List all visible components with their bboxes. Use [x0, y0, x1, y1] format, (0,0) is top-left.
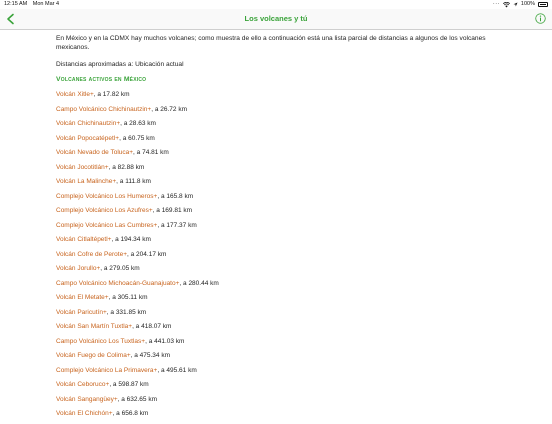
- volcano-distance: , a 598.87 km: [109, 381, 149, 388]
- volcano-link[interactable]: Campo Volcánico Chichinautzin+: [56, 105, 152, 113]
- ellipsis-icon: ···: [492, 1, 500, 7]
- volcano-link[interactable]: Volcán Chichinautzin+: [56, 120, 121, 127]
- volcano-link[interactable]: Volcán El Chichón+: [56, 410, 113, 417]
- volcano-link[interactable]: Volcán Cofre de Perote+: [56, 250, 128, 258]
- volcano-link[interactable]: Volcán San Martín Tuxtla+: [56, 323, 133, 330]
- volcano-distance: , a 111.8 km: [116, 178, 151, 185]
- list-item: [56, 322, 486, 337]
- volcano-distance: , a 280.44 km: [179, 279, 219, 287]
- status-time: 12:15 AM: [4, 1, 28, 7]
- volcano-distance: , a 74.81 km: [133, 149, 169, 156]
- location-icon: [513, 2, 518, 7]
- volcano-distance: , a 656.8 km: [112, 410, 149, 417]
- list-item: [56, 308, 486, 323]
- volcano-link[interactable]: Volcán Ceboruco+: [56, 381, 110, 388]
- volcano-distance: , a 441.03 km: [145, 337, 185, 345]
- list-item: [56, 351, 486, 366]
- volcano-link[interactable]: Complejo Volcánico La Primavera+: [56, 366, 158, 374]
- volcano-link[interactable]: Complejo Volcánico Las Cumbres+: [56, 221, 158, 229]
- list-item: [56, 221, 486, 236]
- list-item: [56, 177, 486, 192]
- location-line: Distancias aproximadas a: Ubicación actual: [56, 61, 184, 68]
- volcano-distance: , a 418.07 km: [132, 323, 172, 330]
- list-item: [56, 206, 486, 221]
- list-item: [56, 235, 486, 250]
- section-title: Volcanes activos en México: [56, 76, 147, 83]
- volcano-link[interactable]: Volcán La Malinche+: [56, 178, 117, 185]
- volcano-link[interactable]: Volcán Nevado de Toluca+: [56, 149, 134, 156]
- volcano-list: [56, 90, 486, 424]
- volcano-link[interactable]: Volcán El Metate+: [56, 294, 109, 301]
- list-item: [56, 409, 486, 424]
- volcano-distance: , a 194.34 km: [111, 236, 151, 243]
- list-item: [56, 250, 486, 265]
- volcano-link[interactable]: Campo Volcánico Michoacán-Guanajuato+: [56, 279, 180, 287]
- volcano-distance: , a 26.72 km: [151, 105, 187, 113]
- volcano-distance: , a 204.17 km: [127, 250, 167, 258]
- volcano-link[interactable]: Volcán Xitle+: [56, 91, 94, 98]
- volcano-distance: , a 169.81 km: [152, 207, 193, 214]
- volcano-link[interactable]: Volcán Citlaltépetl+: [56, 236, 112, 243]
- list-item: [56, 90, 486, 105]
- list-item: [56, 337, 486, 352]
- volcano-link[interactable]: Volcán Paricutín+: [56, 308, 107, 316]
- list-item: [56, 163, 486, 178]
- volcano-distance: , a 28.63 km: [120, 120, 156, 127]
- intro-text: En México y en la CDMX hay muchos volcanes; como muestra de ello a continuación está una lista parcial de distancias a algunos de los volcanes mexicanos.: [56, 35, 486, 51]
- volcano-distance: , a 632.65 km: [117, 395, 158, 403]
- status-date: Mon Mar 4: [32, 1, 60, 7]
- wifi-icon: [503, 2, 510, 8]
- volcano-link[interactable]: Volcán Sangangüey+: [56, 395, 118, 403]
- volcano-link[interactable]: Volcán Popocatépetl+: [56, 134, 120, 142]
- main-content: [56, 34, 486, 424]
- status-right: [493, 0, 548, 9]
- list-item: [56, 395, 486, 410]
- volcano-link[interactable]: Complejo Volcánico Los Humeros+: [56, 192, 158, 200]
- volcano-distance: , a 305.11 km: [108, 294, 148, 301]
- list-item: [56, 148, 486, 163]
- volcano-distance: , a 475.34 km: [130, 352, 171, 359]
- list-item: [56, 279, 486, 294]
- volcano-distance: , a 82.88 km: [108, 163, 145, 171]
- list-item: [56, 134, 486, 149]
- navigation-bar: [0, 9, 552, 30]
- volcano-link[interactable]: Campo Volcánico Los Tuxtlas+: [56, 337, 146, 345]
- list-item: [56, 380, 486, 395]
- list-item: [56, 119, 486, 134]
- battery-icon: [538, 2, 548, 7]
- volcano-link[interactable]: Volcán Fuego de Colima+: [56, 352, 131, 359]
- list-item: [56, 293, 486, 308]
- volcano-link[interactable]: Volcán Jocotitlán+: [56, 163, 109, 171]
- page-title: Los volcanes y tú: [244, 14, 308, 23]
- list-item: [56, 192, 486, 207]
- info-icon[interactable]: [535, 13, 546, 24]
- volcano-distance: , a 165.8 km: [157, 192, 194, 200]
- status-bar: [0, 0, 552, 9]
- battery-percent: 100%: [520, 1, 535, 7]
- volcano-link[interactable]: Volcán Jorullo+: [56, 265, 101, 272]
- volcano-distance: , a 279.05 km: [100, 265, 140, 272]
- list-item: [56, 264, 486, 279]
- volcano-link[interactable]: Complejo Volcánico Los Azufres+: [56, 207, 153, 214]
- volcano-distance: , a 17.82 km: [93, 91, 130, 98]
- volcano-distance: , a 331.85 km: [106, 308, 147, 316]
- volcano-distance: , a 177.37 km: [157, 221, 197, 229]
- volcano-distance: , a 495.61 km: [157, 366, 197, 374]
- status-left: [4, 0, 63, 9]
- list-item: [56, 105, 486, 120]
- list-item: [56, 366, 486, 381]
- volcano-distance: , a 60.75 km: [119, 134, 155, 142]
